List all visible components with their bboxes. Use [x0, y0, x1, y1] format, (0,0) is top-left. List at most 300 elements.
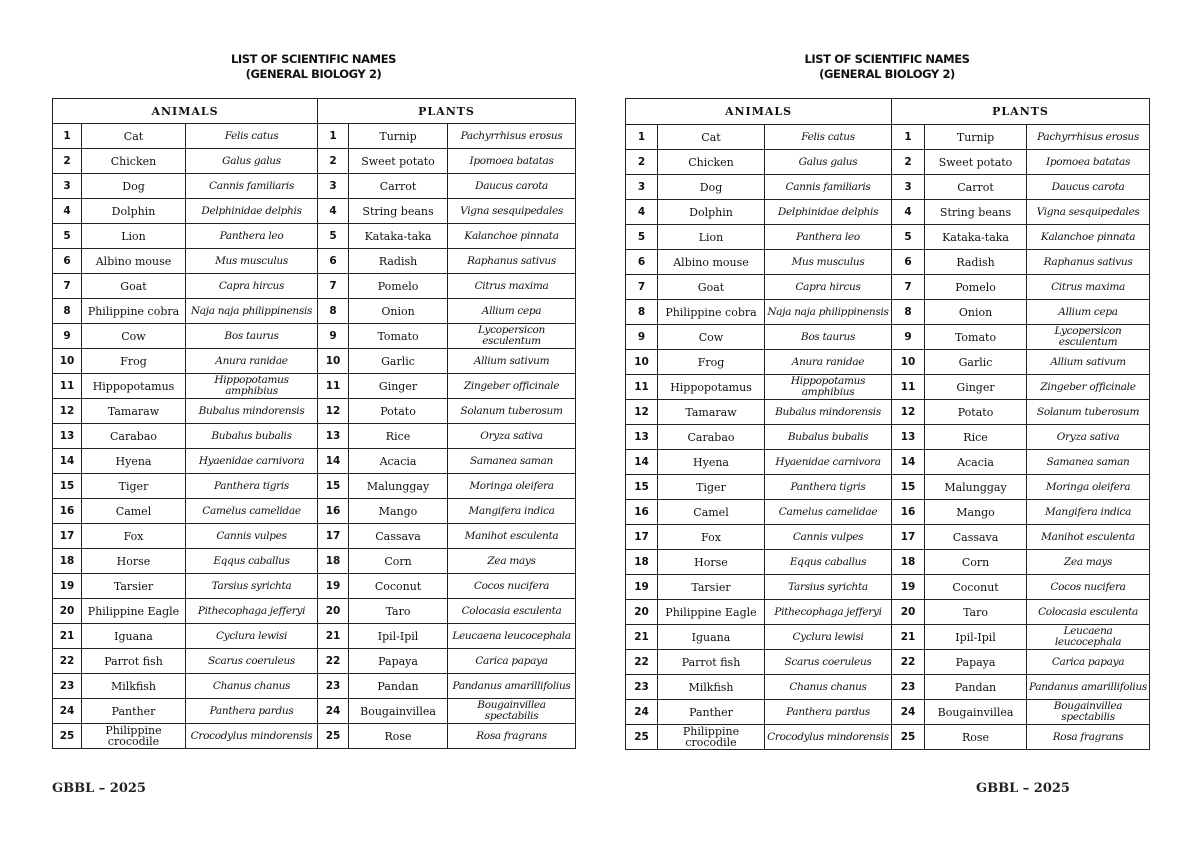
plant-common-name: Rice: [925, 425, 1027, 450]
plant-common-name: Ipil-Ipil: [349, 624, 448, 649]
plant-number: 6: [892, 250, 925, 275]
animal-scientific-name: Tarsius syrichta: [186, 574, 318, 599]
plant-scientific-name: Bougainvillea spectabilis: [448, 699, 576, 724]
plant-common-name: Corn: [349, 549, 448, 574]
animal-scientific-name: Crocodylus mindorensis: [765, 725, 892, 750]
plant-scientific-name: Rosa fragrans: [448, 724, 576, 749]
animal-number: 22: [53, 649, 82, 674]
plant-number: 1: [892, 125, 925, 150]
plant-scientific-name: Leucaena leucocephala: [1027, 625, 1150, 650]
plant-common-name: Kataka-taka: [925, 225, 1027, 250]
plant-common-name: Ipil-Ipil: [925, 625, 1027, 650]
plant-common-name: Turnip: [349, 124, 448, 149]
table-row: [626, 175, 1150, 200]
table-row: [626, 425, 1150, 450]
animal-common-name: Chicken: [658, 150, 765, 175]
table-row: [626, 225, 1150, 250]
table-row: [626, 550, 1150, 575]
animal-number: 10: [53, 349, 82, 374]
animal-scientific-name: Cannis vulpes: [186, 524, 318, 549]
animal-scientific-name: Delphinidae delphis: [765, 200, 892, 225]
table-row: [626, 250, 1150, 275]
plant-number: 1: [318, 124, 349, 149]
animal-number: 1: [53, 124, 82, 149]
plant-number: 22: [318, 649, 349, 674]
animal-scientific-name: Delphinidae delphis: [186, 199, 318, 224]
plant-common-name: Pomelo: [925, 275, 1027, 300]
plant-scientific-name: Daucus carota: [1027, 175, 1150, 200]
footer-right: GBBL – 2025: [976, 781, 1070, 796]
animal-number: 18: [53, 549, 82, 574]
plant-scientific-name: Allium cepa: [448, 299, 576, 324]
table-row: [626, 600, 1150, 625]
plant-scientific-name: Ipomoea batatas: [1027, 150, 1150, 175]
animal-common-name: Fox: [658, 525, 765, 550]
table-row: [53, 649, 576, 674]
plant-common-name: String beans: [349, 199, 448, 224]
animal-number: 5: [626, 225, 658, 250]
animal-scientific-name: Hyaenidae carnivora: [765, 450, 892, 475]
animals-header: ANIMALS: [53, 99, 318, 124]
table-row: [626, 700, 1150, 725]
animal-common-name: Philippine Eagle: [82, 599, 186, 624]
table-body: [53, 124, 576, 749]
plant-common-name: Onion: [925, 300, 1027, 325]
animal-common-name: Dolphin: [658, 200, 765, 225]
animal-common-name: Tarsier: [82, 574, 186, 599]
table-row: [626, 125, 1150, 150]
animal-scientific-name: Panthera leo: [186, 224, 318, 249]
animal-scientific-name: Naja naja philippinensis: [186, 299, 318, 324]
plant-scientific-name: Colocasia esculenta: [448, 599, 576, 624]
animal-scientific-name: Panthera pardus: [186, 699, 318, 724]
plant-scientific-name: Solanum tuberosum: [1027, 400, 1150, 425]
plant-common-name: Garlic: [925, 350, 1027, 375]
plant-number: 10: [318, 349, 349, 374]
animal-common-name: Carabao: [658, 425, 765, 450]
plant-common-name: Radish: [925, 250, 1027, 275]
plant-number: 24: [318, 699, 349, 724]
plant-scientific-name: Manihot esculenta: [448, 524, 576, 549]
animal-scientific-name: Cyclura lewisi: [765, 625, 892, 650]
animal-number: 21: [626, 625, 658, 650]
animal-common-name: Camel: [82, 499, 186, 524]
animal-scientific-name: Capra hircus: [765, 275, 892, 300]
plant-common-name: Papaya: [349, 649, 448, 674]
plant-number: 18: [318, 549, 349, 574]
animal-scientific-name: Galus galus: [186, 149, 318, 174]
plant-scientific-name: Zea mays: [448, 549, 576, 574]
plant-scientific-name: Moringa oleifera: [1027, 475, 1150, 500]
table-row: [626, 450, 1150, 475]
title-line-1: LIST OF SCIENTIFIC NAMES: [804, 52, 970, 66]
animal-scientific-name: Bos taurus: [765, 325, 892, 350]
table-row: [626, 675, 1150, 700]
animal-number: 14: [626, 450, 658, 475]
animal-scientific-name: Bubalus bubalis: [765, 425, 892, 450]
animal-common-name: Parrot fish: [658, 650, 765, 675]
plant-number: 17: [892, 525, 925, 550]
animal-common-name: Philippine Eagle: [658, 600, 765, 625]
animal-common-name: Hippopotamus: [658, 375, 765, 400]
plant-number: 15: [892, 475, 925, 500]
plant-scientific-name: Zingeber officinale: [1027, 375, 1150, 400]
animal-common-name: Carabao: [82, 424, 186, 449]
title-line-1: LIST OF SCIENTIFIC NAMES: [230, 52, 397, 66]
plant-number: 5: [892, 225, 925, 250]
plant-number: 22: [892, 650, 925, 675]
table-row: [626, 525, 1150, 550]
animal-number: 7: [626, 275, 658, 300]
animal-common-name: Camel: [658, 500, 765, 525]
plant-scientific-name: Kalanchoe pinnata: [1027, 225, 1150, 250]
animal-common-name: Panther: [82, 699, 186, 724]
plant-scientific-name: Oryza sativa: [448, 424, 576, 449]
title-line-2: (GENERAL BIOLOGY 2): [245, 67, 382, 81]
animal-common-name: Albino mouse: [658, 250, 765, 275]
title-line-2: (GENERAL BIOLOGY 2): [819, 67, 955, 81]
animal-scientific-name: Anura ranidae: [765, 350, 892, 375]
plant-number: 3: [318, 174, 349, 199]
animal-common-name: Fox: [82, 524, 186, 549]
plant-number: 19: [892, 575, 925, 600]
table-body: [626, 125, 1150, 750]
plant-number: 14: [318, 449, 349, 474]
animal-number: 19: [626, 575, 658, 600]
animal-scientific-name: Chanus chanus: [765, 675, 892, 700]
animal-number: 16: [626, 500, 658, 525]
animal-scientific-name: Cannis vulpes: [765, 525, 892, 550]
animal-scientific-name: Hyaenidae carnivora: [186, 449, 318, 474]
table-row: [626, 325, 1150, 350]
plant-number: 3: [892, 175, 925, 200]
plant-common-name: Malunggay: [925, 475, 1027, 500]
animal-number: 16: [53, 499, 82, 524]
animal-number: 4: [626, 200, 658, 225]
table-row: [626, 200, 1150, 225]
plant-common-name: Papaya: [925, 650, 1027, 675]
animal-scientific-name: Camelus camelidae: [186, 499, 318, 524]
plant-number: 25: [318, 724, 349, 749]
plant-common-name: Rose: [925, 725, 1027, 750]
plant-scientific-name: Allium sativum: [448, 349, 576, 374]
animal-common-name: Philippine crocodile: [658, 725, 765, 750]
animal-common-name: Philippine crocodile: [82, 724, 186, 749]
plant-scientific-name: Rosa fragrans: [1027, 725, 1150, 750]
plant-scientific-name: Colocasia esculenta: [1027, 600, 1150, 625]
animal-number: 2: [626, 150, 658, 175]
animal-scientific-name: Panthera pardus: [765, 700, 892, 725]
plant-number: 24: [892, 700, 925, 725]
table-row: [53, 174, 576, 199]
animal-common-name: Tamaraw: [82, 399, 186, 424]
animal-scientific-name: Bubalus mindorensis: [186, 399, 318, 424]
animal-number: 14: [53, 449, 82, 474]
plant-number: 21: [318, 624, 349, 649]
plant-common-name: Cassava: [349, 524, 448, 549]
plant-number: 9: [892, 325, 925, 350]
table-row: [53, 274, 576, 299]
plant-common-name: Ginger: [349, 374, 448, 399]
animal-scientific-name: Bos taurus: [186, 324, 318, 349]
plant-common-name: Mango: [349, 499, 448, 524]
table-row: [626, 275, 1150, 300]
plant-scientific-name: Zingeber officinale: [448, 374, 576, 399]
plant-common-name: Bougainvillea: [925, 700, 1027, 725]
animals-header: ANIMALS: [626, 99, 892, 125]
animal-common-name: Tiger: [658, 475, 765, 500]
table-row: [53, 299, 576, 324]
animal-scientific-name: Cannis familiaris: [765, 175, 892, 200]
table-row: [53, 699, 576, 724]
animal-scientific-name: Scarus coeruleus: [186, 649, 318, 674]
plant-common-name: Bougainvillea: [349, 699, 448, 724]
table-row: [626, 300, 1150, 325]
plant-scientific-name: Pachyrrhisus erosus: [1027, 125, 1150, 150]
animal-common-name: Frog: [82, 349, 186, 374]
plant-number: 12: [892, 400, 925, 425]
animal-common-name: Tarsier: [658, 575, 765, 600]
animal-common-name: Philippine cobra: [82, 299, 186, 324]
animal-common-name: Cow: [658, 325, 765, 350]
table-row: [53, 624, 576, 649]
animal-number: 8: [53, 299, 82, 324]
animal-number: 17: [53, 524, 82, 549]
animal-number: 25: [626, 725, 658, 750]
animal-scientific-name: Cannis familiaris: [186, 174, 318, 199]
plant-number: 13: [318, 424, 349, 449]
page-title: [52, 52, 575, 98]
plant-common-name: Rice: [349, 424, 448, 449]
animal-number: 12: [53, 399, 82, 424]
table-row: [626, 575, 1150, 600]
plant-scientific-name: Kalanchoe pinnata: [448, 224, 576, 249]
animal-number: 25: [53, 724, 82, 749]
animal-scientific-name: Hippopotamus amphibius: [186, 374, 318, 399]
plant-common-name: Radish: [349, 249, 448, 274]
table-row: [53, 199, 576, 224]
right-page: [625, 0, 1149, 750]
table-row: [626, 725, 1150, 750]
animal-scientific-name: Cyclura lewisi: [186, 624, 318, 649]
plant-scientific-name: Ipomoea batatas: [448, 149, 576, 174]
animal-scientific-name: Hippopotamus amphibius: [765, 375, 892, 400]
plant-scientific-name: Daucus carota: [448, 174, 576, 199]
table-row: [53, 349, 576, 374]
plant-scientific-name: Mangifera indica: [1027, 500, 1150, 525]
plant-number: 5: [318, 224, 349, 249]
table-row: [626, 475, 1150, 500]
plant-number: 4: [318, 199, 349, 224]
table-row: [53, 499, 576, 524]
animal-common-name: Goat: [82, 274, 186, 299]
plant-number: 17: [318, 524, 349, 549]
animal-common-name: Milkfish: [82, 674, 186, 699]
plant-common-name: Tomato: [349, 324, 448, 349]
table-row: [53, 474, 576, 499]
animal-number: 6: [53, 249, 82, 274]
plant-scientific-name: Cocos nucifera: [1027, 575, 1150, 600]
plant-number: 11: [318, 374, 349, 399]
animal-scientific-name: Panthera tigris: [765, 475, 892, 500]
names-table: [52, 98, 576, 749]
plant-common-name: Ginger: [925, 375, 1027, 400]
table-row: [626, 400, 1150, 425]
plant-common-name: String beans: [925, 200, 1027, 225]
animal-common-name: Dog: [82, 174, 186, 199]
plant-scientific-name: Lycopersicon esculentum: [448, 324, 576, 349]
animal-number: 9: [53, 324, 82, 349]
animal-common-name: Hyena: [82, 449, 186, 474]
table-row: [53, 249, 576, 274]
animal-number: 8: [626, 300, 658, 325]
plant-number: 23: [318, 674, 349, 699]
animal-number: 22: [626, 650, 658, 675]
plant-common-name: Onion: [349, 299, 448, 324]
animal-common-name: Cat: [82, 124, 186, 149]
animal-scientific-name: Eqqus caballus: [186, 549, 318, 574]
animal-number: 12: [626, 400, 658, 425]
plant-number: 7: [892, 275, 925, 300]
plant-number: 15: [318, 474, 349, 499]
animal-scientific-name: Anura ranidae: [186, 349, 318, 374]
animal-common-name: Albino mouse: [82, 249, 186, 274]
plant-common-name: Carrot: [349, 174, 448, 199]
animal-scientific-name: Galus galus: [765, 150, 892, 175]
table-row: [53, 524, 576, 549]
plant-number: 16: [892, 500, 925, 525]
plant-common-name: Carrot: [925, 175, 1027, 200]
animal-scientific-name: Pithecophaga jefferyi: [765, 600, 892, 625]
plant-scientific-name: Carica papaya: [448, 649, 576, 674]
animal-scientific-name: Tarsius syrichta: [765, 575, 892, 600]
animal-scientific-name: Panthera tigris: [186, 474, 318, 499]
animal-common-name: Parrot fish: [82, 649, 186, 674]
animal-scientific-name: Eqqus caballus: [765, 550, 892, 575]
plant-common-name: Turnip: [925, 125, 1027, 150]
animal-common-name: Tamaraw: [658, 400, 765, 425]
plant-scientific-name: Raphanus sativus: [1027, 250, 1150, 275]
animal-number: 17: [626, 525, 658, 550]
plant-scientific-name: Samanea saman: [1027, 450, 1150, 475]
plant-number: 7: [318, 274, 349, 299]
plant-common-name: Kataka-taka: [349, 224, 448, 249]
table-row: [53, 599, 576, 624]
plant-common-name: Acacia: [349, 449, 448, 474]
plant-common-name: Pandan: [925, 675, 1027, 700]
plant-common-name: Taro: [349, 599, 448, 624]
animal-common-name: Iguana: [82, 624, 186, 649]
animal-scientific-name: Capra hircus: [186, 274, 318, 299]
animal-number: 13: [626, 425, 658, 450]
animal-common-name: Hyena: [658, 450, 765, 475]
plant-scientific-name: Carica papaya: [1027, 650, 1150, 675]
plant-number: 8: [892, 300, 925, 325]
animal-number: 10: [626, 350, 658, 375]
animal-number: 4: [53, 199, 82, 224]
plant-common-name: Corn: [925, 550, 1027, 575]
plant-scientific-name: Mangifera indica: [448, 499, 576, 524]
animal-common-name: Milkfish: [658, 675, 765, 700]
animal-number: 9: [626, 325, 658, 350]
plant-number: 9: [318, 324, 349, 349]
plant-scientific-name: Manihot esculenta: [1027, 525, 1150, 550]
animal-number: 15: [53, 474, 82, 499]
animal-number: 1: [626, 125, 658, 150]
animal-common-name: Lion: [658, 225, 765, 250]
table-row: [53, 124, 576, 149]
table-row: [626, 650, 1150, 675]
plant-scientific-name: Raphanus sativus: [448, 249, 576, 274]
plant-number: 20: [318, 599, 349, 624]
plant-scientific-name: Citrus maxima: [448, 274, 576, 299]
animal-common-name: Cat: [658, 125, 765, 150]
plant-scientific-name: Pandanus amarillifolius: [448, 674, 576, 699]
animal-common-name: Dolphin: [82, 199, 186, 224]
plant-common-name: Sweet potato: [925, 150, 1027, 175]
animal-number: 11: [626, 375, 658, 400]
table-row: [53, 374, 576, 399]
animal-number: 7: [53, 274, 82, 299]
animal-common-name: Panther: [658, 700, 765, 725]
plant-scientific-name: Solanum tuberosum: [448, 399, 576, 424]
plant-common-name: Tomato: [925, 325, 1027, 350]
plant-scientific-name: Allium sativum: [1027, 350, 1150, 375]
plant-common-name: Pandan: [349, 674, 448, 699]
table-row: [626, 375, 1150, 400]
animal-common-name: Hippopotamus: [82, 374, 186, 399]
plant-number: 8: [318, 299, 349, 324]
animal-number: 20: [626, 600, 658, 625]
plant-common-name: Coconut: [925, 575, 1027, 600]
animal-scientific-name: Panthera leo: [765, 225, 892, 250]
table-row: [626, 150, 1150, 175]
plant-number: 18: [892, 550, 925, 575]
table-row: [626, 625, 1150, 650]
animal-scientific-name: Felis catus: [186, 124, 318, 149]
animal-scientific-name: Bubalus mindorensis: [765, 400, 892, 425]
animal-scientific-name: Bubalus bubalis: [186, 424, 318, 449]
animal-common-name: Tiger: [82, 474, 186, 499]
animal-scientific-name: Camelus camelidae: [765, 500, 892, 525]
animal-scientific-name: Naja naja philippinensis: [765, 300, 892, 325]
plant-common-name: Acacia: [925, 450, 1027, 475]
plant-number: 19: [318, 574, 349, 599]
animal-number: 15: [626, 475, 658, 500]
animal-number: 24: [53, 699, 82, 724]
table-row: [53, 574, 576, 599]
animal-scientific-name: Felis catus: [765, 125, 892, 150]
footer-left: GBBL – 2025: [52, 781, 146, 796]
plant-scientific-name: Vigna sesquipedales: [1027, 200, 1150, 225]
plant-scientific-name: Lycopersicon esculentum: [1027, 325, 1150, 350]
plant-number: 23: [892, 675, 925, 700]
plant-number: 20: [892, 600, 925, 625]
animal-number: 24: [626, 700, 658, 725]
plant-scientific-name: Allium cepa: [1027, 300, 1150, 325]
plant-scientific-name: Samanea saman: [448, 449, 576, 474]
animal-number: 19: [53, 574, 82, 599]
plant-number: 16: [318, 499, 349, 524]
animal-number: 23: [53, 674, 82, 699]
animal-common-name: Horse: [658, 550, 765, 575]
animal-scientific-name: Chanus chanus: [186, 674, 318, 699]
animal-scientific-name: Crocodylus mindorensis: [186, 724, 318, 749]
plant-common-name: Malunggay: [349, 474, 448, 499]
animal-common-name: Lion: [82, 224, 186, 249]
plant-number: 25: [892, 725, 925, 750]
plant-common-name: Garlic: [349, 349, 448, 374]
